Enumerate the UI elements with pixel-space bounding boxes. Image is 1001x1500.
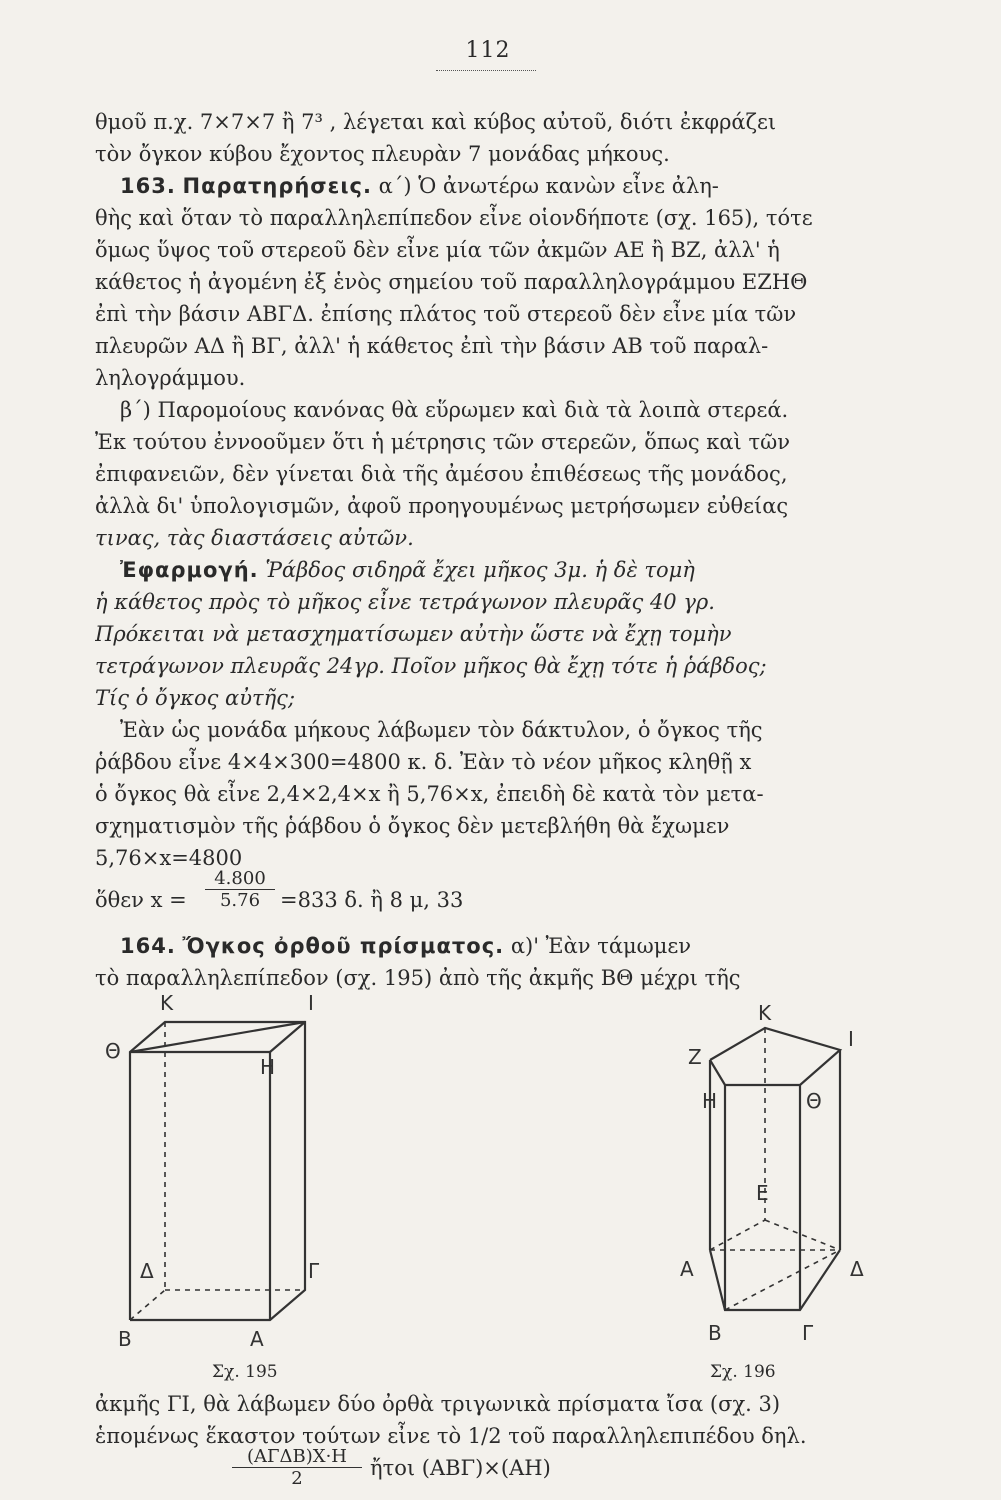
text-line: ἐπιφανειῶν, δὲν γίνεται διὰ τῆς ἀμέσου ἐπιθέσεως τῆς μονάδος, (95, 462, 788, 486)
section-163-line (120, 170, 885, 202)
section-164-number: 164. (120, 934, 176, 958)
text-line: Τίς ὁ ὄγκος αὐτῆς; (95, 686, 296, 710)
page-number-rule (436, 70, 536, 71)
formula-1-prefix: ὅθεν x = (95, 888, 187, 912)
text-line: τινας, τὰς διαστάσεις αὐτῶν. (95, 526, 414, 550)
fig195-label-i: Ι (308, 991, 314, 1015)
formula-2-fraction (232, 1446, 362, 1489)
application-line (120, 554, 885, 586)
text-line: ἐπὶ τὴν βάσιν ΑΒΓΔ. ἐπίσης πλάτος τοῦ στερεοῦ δὲν εἶνε μία τῶν (95, 302, 797, 326)
fig195-label-beta: Β (118, 1327, 132, 1351)
section-163-number: 163. (120, 174, 176, 198)
fig196-label-theta: Θ (806, 1089, 822, 1113)
application-title: Ἐφαρμογή. (120, 558, 259, 582)
text-line: ῥάβδου εἶνε 4×4×300=4800 κ. δ. Ἐὰν τὸ νέον μῆκος κληθῇ x (95, 750, 752, 774)
text-line: ἀλλὰ δι' ὑπολογισμῶν, ἀφοῦ προηγουμένως μετρήσωμεν εὐθείας (95, 494, 789, 518)
fig196-label-k: Κ (758, 1001, 772, 1025)
text-line: θὴς καὶ ὅταν τὸ παραλληλεπίπεδον εἶνε οἱονδήποτε (σχ. 165), τότε (95, 206, 813, 230)
page-number: 112 (465, 38, 511, 63)
fig196-label-eta: Η (702, 1089, 718, 1113)
text-line: Ἐὰν ὡς μονάδα μήκους λάβωμεν τὸν δάκτυλον, ὁ ὄγκος τῆς (120, 718, 763, 742)
formula-1-result: =833 δ. ἢ 8 μ, 33 (280, 888, 464, 912)
application-text: Ῥάβδος σιδηρᾶ ἔχει μῆκος 3μ. ἡ δὲ τομὴ (265, 558, 695, 582)
section-164-line (120, 930, 885, 962)
text-line: ὅμως ὕψος τοῦ στερεοῦ δὲν εἶνε μία τῶν ἀκμῶν ΑΕ ἢ ΒΖ, ἀλλ' ἡ (95, 238, 780, 262)
text-line: ἀκμῆς ΓΙ, θὰ λάβωμεν δύο ὀρθὰ τριγωνικὰ πρίσματα ἴσα (σχ. 3) (95, 1392, 781, 1416)
fig196-label-beta: Β (708, 1321, 722, 1345)
fig196-label-alpha: Α (680, 1257, 694, 1281)
fig196-label-z: Ζ (688, 1045, 702, 1069)
text-line: ληλογράμμου. (95, 366, 246, 390)
text-line: τὸ παραλληλεπίπεδον (σχ. 195) ἀπὸ τῆς ἀκμῆς ΒΘ μέχρι τῆς (95, 966, 741, 990)
section-163-text: α´) Ὁ ἀνωτέρω κανὼν εἶνε ἀλη- (378, 174, 719, 198)
text-line: 5,76×x=4800 (95, 846, 243, 870)
section-164-text: α)' Ἐὰν τάμωμεν (510, 934, 692, 958)
formula-2-denominator: 2 (291, 1468, 303, 1489)
section-163-title: Παρατηρήσεις. (182, 174, 372, 198)
fig195-label-k: Κ (160, 991, 174, 1015)
text-line: σχηματισμὸν τῆς ῥάβδου ὁ ὄγκος δὲν μετεβλήθη θὰ ἔχωμεν (95, 814, 730, 838)
fig195-label-theta: Θ (105, 1039, 121, 1063)
text-line: Πρόκειται νὰ μετασχηματίσωμεν αὐτὴν ὥστε νὰ ἔχῃ τομὴν (95, 622, 732, 646)
formula-1-denominator: 5.76 (219, 890, 261, 911)
figure-196-caption: Σχ. 196 (710, 1362, 776, 1382)
figure-195-caption: Σχ. 195 (212, 1362, 278, 1382)
fig195-label-eta: Η (260, 1055, 276, 1079)
fig195-label-alpha: Α (250, 1327, 264, 1351)
text-line: ἡ κάθετος πρὸς τὸ μῆκος εἶνε τετράγωνον πλευρᾶς 40 γρ. (95, 590, 715, 614)
text-line: β´) Παρομοίους κανόνας θὰ εὕρωμεν καὶ διὰ τὰ λοιπὰ στερεά. (120, 398, 789, 422)
fig196-label-delta: Δ (850, 1257, 864, 1281)
text-line: τετράγωνον πλευρᾶς 24γρ. Ποῖον μῆκος θὰ ἔχῃ τότε ἡ ῥάβδος; (95, 654, 767, 678)
text-line: Ἐκ τούτου ἐννοοῦμεν ὅτι ἡ μέτρησις τῶν στερεῶν, ὅπως καὶ τῶν (95, 430, 790, 454)
fig196-label-i: Ι (848, 1027, 854, 1051)
text-line: ἑπομένως ἕκαστον τούτων εἶνε τὸ 1/2 τοῦ παραλληλεπιπέδου δηλ. (95, 1424, 807, 1448)
section-164-title: Ὄγκος ὀρθοῦ πρίσματος. (182, 934, 505, 958)
formula-2-numerator: (ΑΓΔΒ)Χ·Η (232, 1446, 362, 1468)
figure-196-lines (710, 1028, 840, 1310)
text-line: κάθετος ἡ ἀγομένη ἐξ ἑνὸς σημείου τοῦ παραλληλογράμμου ΕΖΗΘ (95, 270, 808, 294)
text-line: ὁ ὄγκος θὰ εἶνε 2,4×2,4×x ἢ 5,76×x, ἐπειδὴ δὲ κατὰ τὸν μετα- (95, 782, 764, 806)
fig195-label-delta: Δ (140, 1259, 154, 1283)
formula-1-fraction (205, 868, 275, 911)
text-line: τὸν ὄγκον κύβου ἔχοντος πλευρὰν 7 μονάδας μήκους. (95, 142, 670, 166)
formula-1-numerator: 4.800 (205, 868, 275, 890)
figure-195 (105, 991, 370, 1351)
figure-195-lines (130, 1022, 305, 1320)
figure-196 (680, 1001, 900, 1345)
text-line: θμοῦ π.χ. 7×7×7 ἢ 7³ , λέγεται καὶ κύβος αὐτοῦ, διότι ἐκφράζει (95, 110, 777, 134)
text-line: πλευρῶν ΑΔ ἢ ΒΓ, ἀλλ' ἡ κάθετος ἐπὶ τὴν βάσιν ΑΒ τοῦ παραλ- (95, 334, 769, 358)
fig196-label-gamma: Γ (802, 1321, 814, 1345)
fig195-label-gamma: Γ (308, 1259, 320, 1283)
formula-2-result: ἤτοι (ΑΒΓ)×(ΑΗ) (370, 1456, 551, 1480)
fig196-label-epsilon: Ε (756, 1181, 769, 1205)
